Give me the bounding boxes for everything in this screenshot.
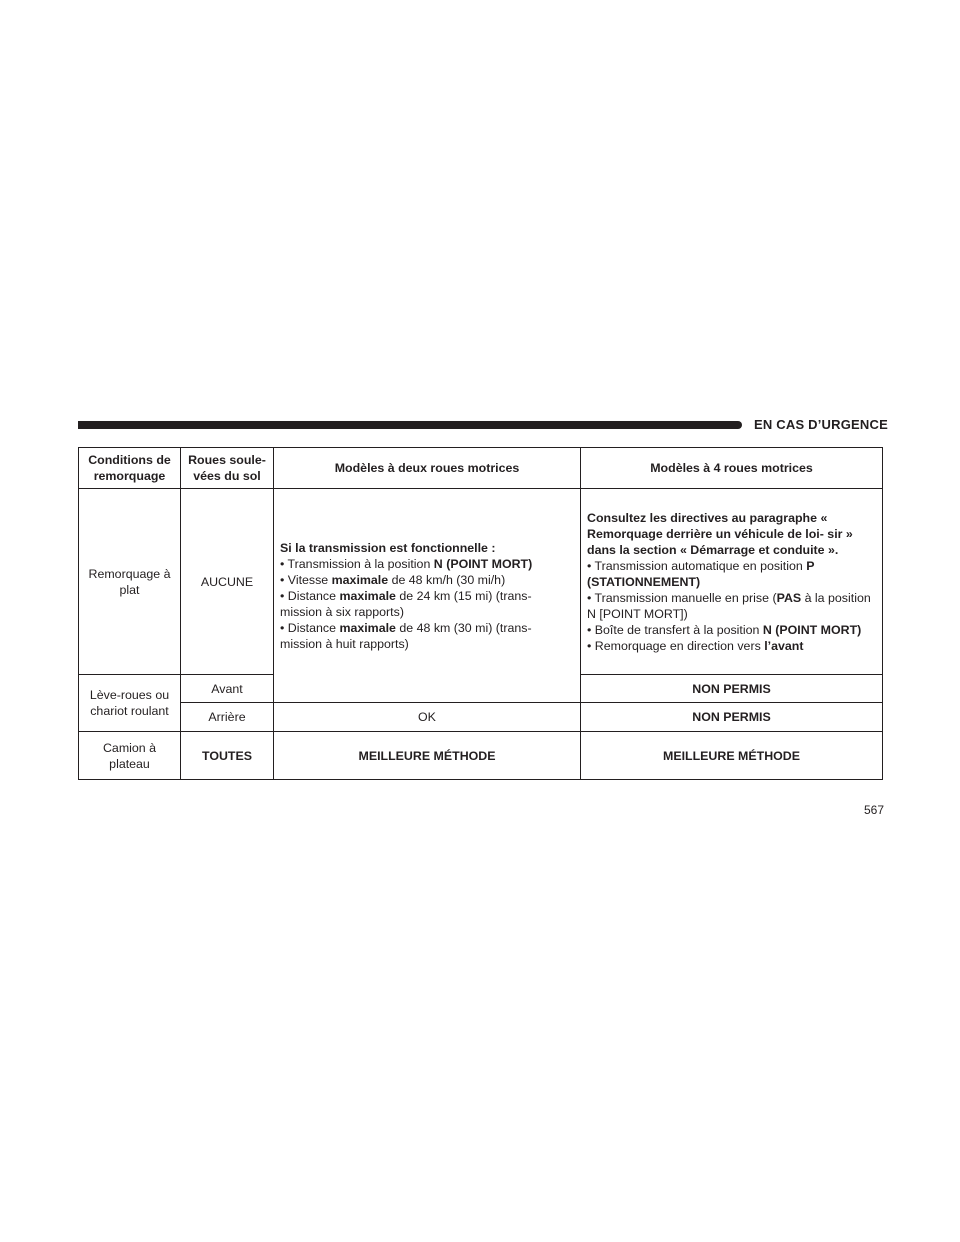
header-conditions: Conditions de remorquage xyxy=(79,448,181,489)
four-wd-line-2: • Transmission manuelle en prise (PAS à la position N [POINT MORT]) xyxy=(587,590,871,621)
flat-towing-wheels: AUCUNE xyxy=(181,489,274,675)
two-wd-line-3: • Distance maximale de 24 km (15 mi) (trans- mission à six rapports) xyxy=(280,588,532,619)
wheel-lift-rear-wheels: Arrière xyxy=(181,703,274,732)
wheel-lift-rear-four-wd: NON PERMIS xyxy=(581,703,883,732)
flat-towing-four-wd xyxy=(581,489,883,675)
section-title: EN CAS D’URGENCE xyxy=(754,417,888,432)
table-row-flat-towing xyxy=(79,489,883,675)
four-wd-line-1: • Transmission automatique en position P (STATIONNEMENT) xyxy=(587,558,815,589)
header-wheels-lifted: Roues soule- vées du sol xyxy=(181,448,274,489)
flatbed-four-wd: MEILLEURE MÉTHODE xyxy=(581,732,883,780)
header-four-wheel-drive: Modèles à 4 roues motrices xyxy=(581,448,883,489)
table-row-wheel-lift-rear xyxy=(79,703,883,732)
two-wd-line-1: • Transmission à la position N (POINT MORT) xyxy=(280,556,533,571)
four-wd-heading: Consultez les directives au paragraphe « Remorquage derrière un véhicule de loi- sir » dans la section « Démarrage et conduite ». xyxy=(587,510,853,557)
table-header-row xyxy=(79,448,883,489)
wheel-lift-rear-two-wd: OK xyxy=(274,703,581,732)
two-wd-heading: Si la transmission est fonctionnelle : xyxy=(280,540,496,555)
wheel-lift-front-four-wd: NON PERMIS xyxy=(581,675,883,703)
table-row-flatbed xyxy=(79,732,883,780)
header-two-wheel-drive: Modèles à deux roues motrices xyxy=(274,448,581,489)
flatbed-two-wd: MEILLEURE MÉTHODE xyxy=(274,732,581,780)
header-rule xyxy=(78,421,742,429)
two-wd-line-2: • Vitesse maximale de 48 km/h (30 mi/h) xyxy=(280,572,506,587)
four-wd-line-4: • Remorquage en direction vers l’avant xyxy=(587,638,804,653)
two-wd-line-4: • Distance maximale de 48 km (30 mi) (trans- mission à huit rapports) xyxy=(280,620,532,651)
page-number: 567 xyxy=(863,803,884,817)
flat-towing-two-wd xyxy=(274,489,581,703)
flat-towing-condition: Remorquage à plat xyxy=(79,489,181,675)
four-wd-line-3: • Boîte de transfert à la position N (POINT MORT) xyxy=(587,622,862,637)
flatbed-wheels: TOUTES xyxy=(181,732,274,780)
wheel-lift-condition: Lève-roues ou chariot roulant xyxy=(79,675,181,732)
towing-table xyxy=(78,447,883,780)
flatbed-condition: Camion à plateau xyxy=(79,732,181,780)
wheel-lift-front-wheels: Avant xyxy=(181,675,274,703)
